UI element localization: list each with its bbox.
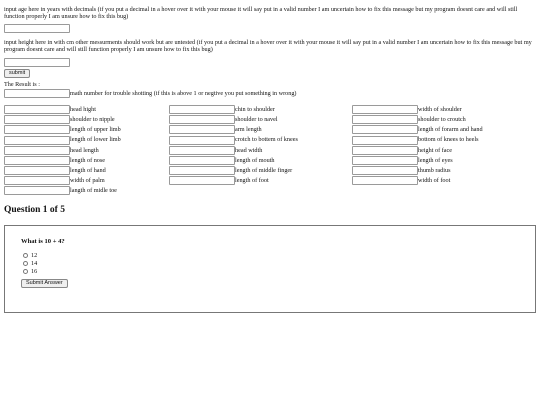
measurement-row	[169, 155, 352, 165]
radio-button[interactable]	[23, 253, 28, 258]
measurement-output[interactable]	[4, 105, 70, 114]
measurement-label: height of face	[418, 146, 453, 154]
measurement-label: shoulder to croutch	[418, 115, 466, 123]
measurement-label: width of shoulder	[418, 105, 462, 113]
measurement-label: bottom of knees to heels	[418, 136, 479, 144]
measurement-row	[352, 145, 483, 155]
measurement-row	[352, 125, 483, 135]
measurement-label: chin to shoulder	[235, 105, 275, 113]
measurement-row	[352, 115, 483, 125]
quiz-card	[4, 225, 536, 313]
measurement-row	[4, 186, 169, 196]
measurement-output[interactable]	[4, 186, 70, 195]
measurement-row	[4, 176, 169, 186]
height-input[interactable]	[4, 58, 70, 67]
measurement-output[interactable]	[169, 115, 235, 124]
measurement-output[interactable]	[352, 115, 418, 124]
age-instructions: input age here in years with decimals (if you put a decimal in a hover over it with your mouse it will say put in a valid number I am uncertain how to fix this message but my program doesnt care and will still function properly I am unsure how to fix this bug)	[4, 6, 518, 21]
measurement-row	[352, 135, 483, 145]
measurements-grid	[4, 104, 536, 196]
radio-button[interactable]	[23, 269, 28, 274]
measurement-label: length of hand	[70, 166, 106, 174]
measurement-output[interactable]	[4, 146, 70, 155]
measurement-output[interactable]	[4, 115, 70, 124]
quiz-option-label: 16	[31, 267, 38, 275]
submit-button[interactable]: submit	[4, 69, 30, 78]
measurement-output[interactable]	[169, 156, 235, 165]
measurement-output[interactable]	[352, 105, 418, 114]
measurement-row	[352, 155, 483, 165]
measurement-output[interactable]	[169, 136, 235, 145]
measurement-label: length of mouth	[235, 156, 275, 164]
measurement-row	[4, 155, 169, 165]
measurement-row	[352, 176, 483, 186]
measurement-label: width of palm	[70, 177, 105, 185]
measurement-label: width of foot	[418, 177, 451, 185]
submit-answer-button[interactable]: Submit Answer	[21, 279, 68, 288]
measurement-label: head width	[235, 146, 263, 154]
measurement-output[interactable]	[4, 176, 70, 185]
quiz-option[interactable]	[21, 251, 519, 259]
quiz-option-label: 14	[31, 259, 38, 267]
measurement-output[interactable]	[169, 176, 235, 185]
measurement-label: crotch to bottem of knees	[235, 136, 298, 144]
result-label: The Result is :	[4, 80, 40, 88]
measurement-label: head length	[70, 146, 99, 154]
measurement-label: shoulder to navel	[235, 115, 278, 123]
measurements-column-3	[352, 104, 483, 196]
measurement-row	[169, 115, 352, 125]
measurement-output[interactable]	[4, 125, 70, 134]
measurement-label: length of foot	[235, 177, 269, 185]
measurement-row	[169, 166, 352, 176]
measurement-output[interactable]	[4, 136, 70, 145]
quiz-heading: Question 1 of 5	[4, 205, 65, 216]
measurement-row	[4, 115, 169, 125]
measurement-label: langth of midle toe	[70, 187, 117, 195]
measurement-row	[4, 145, 169, 155]
measurement-label: length of lower limb	[70, 136, 121, 144]
measurement-output[interactable]	[169, 125, 235, 134]
measurement-output[interactable]	[4, 166, 70, 175]
measurement-row	[169, 125, 352, 135]
measurement-output[interactable]	[4, 156, 70, 165]
age-input[interactable]	[4, 24, 70, 33]
measurement-output[interactable]	[352, 176, 418, 185]
measurement-output[interactable]	[352, 146, 418, 155]
measurement-label: length of middle finger	[235, 166, 293, 174]
measurement-label: thumb radius	[418, 166, 451, 174]
quiz-question: What is 10 + 4?	[21, 238, 65, 246]
measurement-output[interactable]	[169, 166, 235, 175]
measurement-output[interactable]	[352, 136, 418, 145]
measurement-row	[4, 125, 169, 135]
measurement-output[interactable]	[352, 166, 418, 175]
measurement-row	[4, 104, 169, 114]
measurement-label: head hight	[70, 105, 96, 113]
measurement-row	[352, 166, 483, 176]
measurement-label: length of nose	[70, 156, 106, 164]
measurement-output[interactable]	[352, 156, 418, 165]
quiz-option[interactable]	[21, 267, 519, 275]
math-number-row	[4, 88, 536, 98]
measurement-output[interactable]	[169, 105, 235, 114]
math-number-label: math number for trouble shotting (if this is above 1 or negtive you put something in wrong)	[70, 89, 297, 97]
measurement-output[interactable]	[169, 146, 235, 155]
measurement-row	[169, 104, 352, 114]
measurement-row	[169, 135, 352, 145]
measurement-row	[4, 135, 169, 145]
math-number-output[interactable]	[4, 89, 70, 98]
height-instructions: input height here in with cm other messurments should work but are untested (if you put a decimal in a hover over it with your mouse it will say put in a valid number I am uncertain how to fix this message but my program doesnt care and will still function properly I am unsure how to fix this bug)	[4, 38, 532, 54]
measurements-column-1	[4, 104, 169, 196]
radio-button[interactable]	[23, 261, 28, 266]
measurement-label: arm length	[235, 126, 262, 134]
quiz-option[interactable]	[21, 259, 519, 267]
measurement-label: shoulder to nipple	[70, 115, 115, 123]
measurement-row	[169, 176, 352, 186]
measurements-column-2	[169, 104, 352, 196]
measurement-row	[169, 145, 352, 155]
measurement-label: length of upper limb	[70, 126, 121, 134]
measurement-label: length of forarm and hand	[418, 126, 483, 134]
measurement-label: length of eyes	[418, 156, 453, 164]
quiz-option-label: 12	[31, 251, 38, 259]
measurement-row	[4, 166, 169, 176]
measurement-output[interactable]	[352, 125, 418, 134]
measurement-row	[352, 104, 483, 114]
